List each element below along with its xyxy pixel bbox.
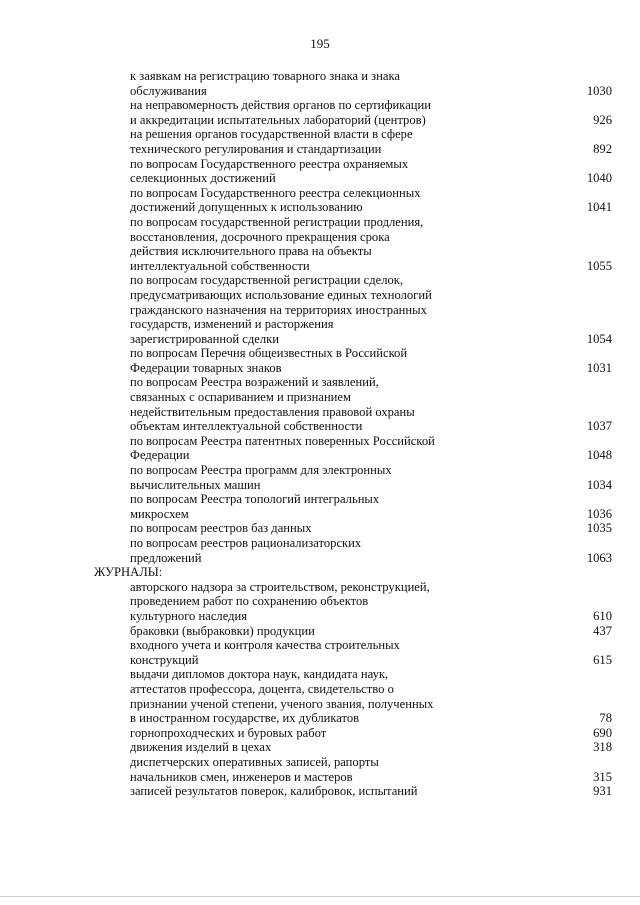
section-heading-journals: ЖУРНАЛЫ: <box>94 565 163 580</box>
entry-number: 931 <box>593 784 612 799</box>
entry-text: диспетчерских оперативных записей, рапорты начальников смен, инженеров и мастеров <box>130 754 379 784</box>
entry-text: на решения органов государственной власти в сфере технического регулирования и стандартизации <box>130 127 413 156</box>
entry-text: по вопросам Государственного реестра селекционных достижений допущенных к использованию <box>130 185 421 215</box>
index-entry <box>130 784 612 799</box>
index-entry <box>130 638 612 667</box>
entry-text: движения изделий в цехах <box>130 740 272 755</box>
entry-number: 315 <box>593 769 612 784</box>
index-entry <box>130 186 612 215</box>
entry-text: по вопросам государственной регистрации продления, восстановления, досрочного прекращения срока действия исключительного права на объекты интеллектуальной собственности <box>130 214 424 273</box>
entry-text: по вопросам Перечня общеизвестных в Российской Федерации товарных знаков <box>130 346 408 375</box>
index-entry <box>130 667 612 725</box>
entry-text: по вопросам Реестра патентных поверенных Российской Федерации <box>130 433 435 463</box>
index-entry <box>130 215 612 273</box>
entry-number: 926 <box>593 112 612 127</box>
entry-text: записей результатов поверок, калибровок, испытаний <box>130 784 418 799</box>
entry-text: по вопросам реестров рационализаторских предложений <box>130 536 362 565</box>
index-list <box>0 69 640 799</box>
entry-text: браковки (выбраковки) продукции <box>130 623 315 638</box>
entry-number: 1034 <box>586 477 612 492</box>
index-entry <box>130 492 612 521</box>
entry-number: 1063 <box>586 550 612 565</box>
entry-text: к заявкам на регистрацию товарного знака и знака обслуживания <box>130 69 400 98</box>
entry-number: 78 <box>599 711 612 726</box>
index-entry <box>130 536 612 565</box>
index-entry <box>130 157 612 186</box>
index-entry <box>130 740 612 755</box>
entry-number: 1054 <box>586 331 612 346</box>
entry-number: 318 <box>593 740 612 755</box>
entry-number: 1041 <box>586 200 612 215</box>
entry-number: 610 <box>593 608 612 623</box>
entry-text: по вопросам государственной регистрации сделок, предусматривающих использование единых технологий гражданского назначения на территориях иностранных государств, изменений и расторжения зарегистрированной сделки <box>130 273 432 346</box>
index-entry <box>130 375 612 433</box>
entry-text: по вопросам Реестра возражений и заявлений, связанных с оспариванием и признанием недействительным предоставления правовой охраны объектам интеллектуальной собственности <box>130 375 415 434</box>
page-number: 195 <box>310 36 330 51</box>
entry-number: 892 <box>593 141 612 156</box>
index-entry <box>130 521 612 536</box>
index-entry <box>130 755 612 784</box>
index-entry <box>130 346 612 375</box>
page-bottom-edge <box>0 896 640 897</box>
index-entry <box>130 98 612 127</box>
entry-number: 1036 <box>586 506 612 521</box>
entry-number: 1037 <box>586 419 612 434</box>
entry-number: 1040 <box>586 171 612 186</box>
entry-number: 690 <box>593 725 612 740</box>
entry-text: горнопроходческих и буровых работ <box>130 725 327 740</box>
index-entry <box>130 463 612 492</box>
entry-text: авторского надзора за строительством, реконструкцией, проведением работ по сохранению объектов культурного наследия <box>130 579 430 623</box>
entries-journals <box>0 580 640 799</box>
entry-number: 1048 <box>586 448 612 463</box>
index-entry <box>130 273 612 346</box>
entry-text: входного учета и контроля качества строительных конструкций <box>130 638 400 667</box>
entry-text: на неправомерность действия органов по сертификации и аккредитации испытательных лабораторий (центров) <box>130 98 432 127</box>
entry-text: по вопросам Реестра топологий интегральных микросхем <box>130 492 380 521</box>
entry-number: 615 <box>593 652 612 667</box>
entry-text: по вопросам Государственного реестра охраняемых селекционных достижений <box>130 156 409 186</box>
entry-number: 1030 <box>586 83 612 98</box>
entry-text: по вопросам реестров баз данных <box>130 521 312 536</box>
entry-number: 1055 <box>586 258 612 273</box>
index-entry <box>130 726 612 741</box>
index-entry <box>130 434 612 463</box>
index-entry <box>130 580 612 624</box>
entry-number: 1035 <box>586 521 612 536</box>
entry-text: выдачи дипломов доктора наук, кандидата наук, аттестатов профессора, доцента, свидетельство о признании ученой степени, ученого звания, полученных в иностранном государстве, их дубликатов <box>130 667 434 726</box>
entry-number: 437 <box>593 623 612 638</box>
entry-number: 1031 <box>586 360 612 375</box>
entry-text: по вопросам Реестра программ для электронных вычислительных машин <box>130 463 392 492</box>
index-entry <box>130 127 612 156</box>
index-entry <box>130 624 612 639</box>
index-entry <box>130 69 612 98</box>
entries-top <box>0 69 640 565</box>
